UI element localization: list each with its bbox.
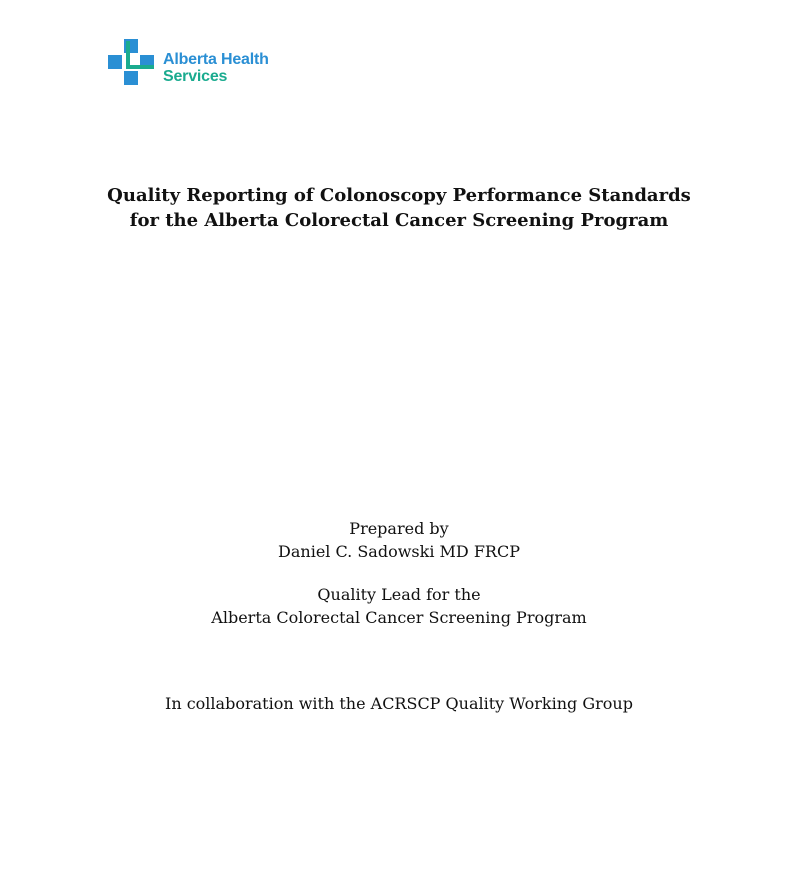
- ahs-cross-icon: [108, 39, 156, 87]
- title-line-2: for the Alberta Colorectal Cancer Screening Program: [129, 210, 669, 231]
- logo-line-2: Services: [163, 68, 228, 85]
- prepared-by-label: Prepared by: [349, 519, 449, 538]
- document-title: [0, 183, 798, 233]
- collaboration-note: [0, 692, 798, 715]
- role-line-2: Alberta Colorectal Cancer Screening Program: [211, 608, 587, 627]
- author-name: Daniel C. Sadowski MD FRCP: [278, 542, 520, 561]
- alberta-health-services-logo: [108, 39, 278, 87]
- collaboration-text: In collaboration with the ACRSCP Quality Working Group: [165, 694, 633, 713]
- logo-line-1: Alberta Health: [163, 51, 269, 68]
- role-line-1: Quality Lead for the: [317, 585, 481, 604]
- prepared-by-block: [0, 517, 798, 563]
- title-line-1: Quality Reporting of Colonoscopy Performance Standards: [107, 185, 691, 206]
- author-role-block: [0, 583, 798, 629]
- logo-wordmark: [163, 51, 269, 85]
